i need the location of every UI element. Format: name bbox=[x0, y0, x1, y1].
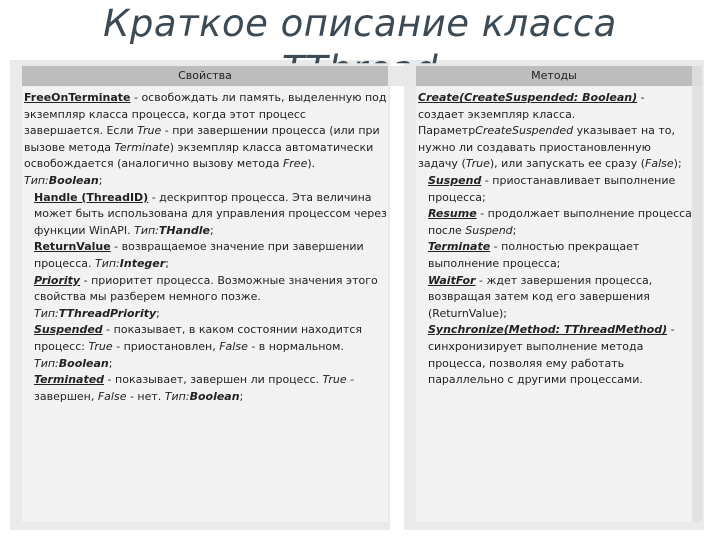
title-line-1: Краткое описание класса bbox=[103, 2, 617, 45]
properties-column bbox=[24, 90, 388, 405]
right-side-strip bbox=[692, 86, 702, 522]
property-name: FreeOnTerminate bbox=[24, 91, 131, 104]
property-priority: Priority - приоритет процесса. Возможные значения этого свойства мы разберем немного позже. Тип:TThreadPriority; bbox=[34, 273, 378, 320]
page-title bbox=[0, 0, 720, 60]
method-name: Create(CreateSuspended: Boolean) bbox=[418, 91, 638, 104]
method-resume: Resume - продолжает выполнение процесса после Suspend; bbox=[428, 207, 692, 237]
property-suspended: Suspended - показывает, в каком состоянии находится процесс: True - приостановлен, False - в нормальном. Тип:Boolean; bbox=[34, 323, 362, 370]
property-name: Priority bbox=[34, 273, 81, 287]
method-terminate: Terminate - полностью прекращает выполнение процесса; bbox=[428, 240, 640, 270]
method-suspend: Suspend - приостанавливает выполнение процесса; bbox=[428, 173, 676, 204]
method-waitfor: WaitFor - ждет завершения процесса, возвращая затем код его завершения (ReturnValue); bbox=[428, 273, 653, 320]
methods-header: Методы bbox=[416, 66, 692, 86]
properties-header: Свойства bbox=[22, 66, 388, 86]
method-create: Create(CreateSuspended: Boolean) - создает экземпляр класса. ПараметрCreateSuspended указывает на то, нужно ли создавать приостановленную задачу (True), или запускать ее сразу (False); bbox=[418, 91, 682, 171]
property-name: Suspended bbox=[34, 323, 103, 337]
property-name: Handle (ThreadID) bbox=[34, 190, 149, 204]
method-name: Resume bbox=[428, 207, 477, 221]
methods-column bbox=[418, 90, 692, 389]
method-name: WaitFor bbox=[428, 273, 476, 287]
method-name: Suspend bbox=[428, 173, 482, 187]
property-name: Terminated bbox=[34, 373, 105, 387]
header-gap bbox=[388, 66, 416, 86]
property-handle: Handle (ThreadID) - дескриптор процесса. Эта величина может быть использована для управления процессом через функции WinAPI. Тип:THandle; bbox=[34, 190, 387, 237]
method-name: Terminate bbox=[428, 240, 491, 254]
method-name: Synchronize(Method: TThreadMethod) bbox=[428, 323, 668, 337]
property-freeonterminate: FreeOnTerminate - освобождать ли память, выделенную под экземпляр класса процесса, когда этот процесс завершается. Если True - при завершении процесса (или при вызове метода Terminate) экземпляр класса автоматически освобождается (аналогично вызову метода Free). Тип:Boolean; bbox=[24, 91, 387, 187]
method-synchronize: Synchronize(Method: TThreadMethod) - синхронизирует выполнение метода процесса, позволяя ему работать параллельно с другими процессами. bbox=[428, 323, 675, 387]
property-name: ReturnValue bbox=[34, 240, 111, 254]
property-returnvalue: ReturnValue - возвращаемое значение при завершении процесса. Тип:Integer; bbox=[34, 240, 364, 270]
property-terminated: Terminated - показывает, завершен ли процесс. True - завершен, False - нет. Тип:Boolean; bbox=[34, 373, 355, 403]
header-tail bbox=[692, 66, 702, 86]
